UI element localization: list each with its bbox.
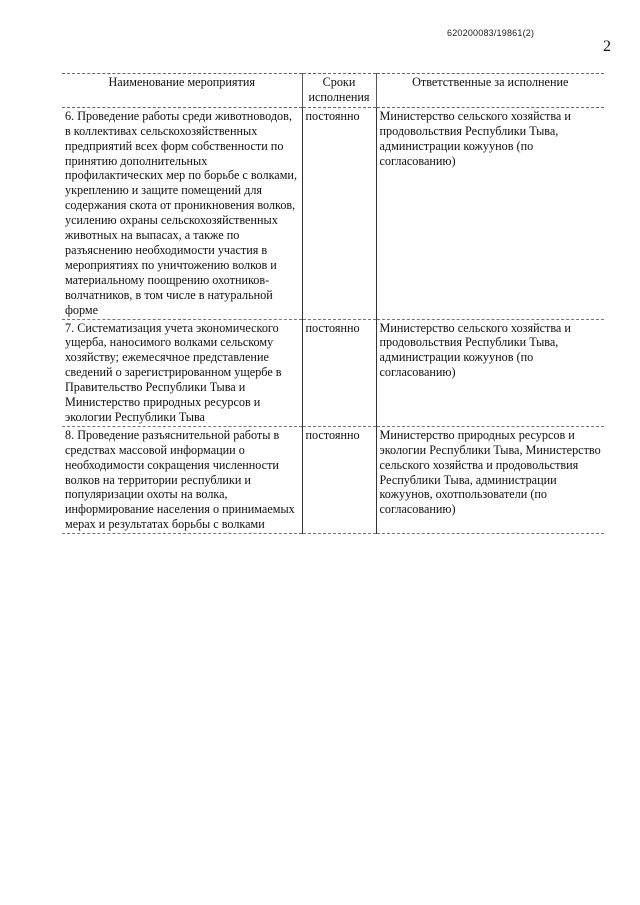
- measure-name-cell: 6. Проведение работы среди животноводов, в коллективах сельскохозяйственных предприятий всех форм собственности по принятию дополнительных профилактических мер по борьбе с волками, укреплению и защите помещений для содержания скота от проникновения волков, усилению охраны сельскохозяйственных животных на выпасах, а также по разъяснению необходимости участия в мероприятиях по уничтожению волков и материальному поощрению охотников-волчатников, в том числе в натуральной форме: [62, 107, 302, 319]
- column-header-term: Сроки исполнения: [302, 74, 376, 108]
- term-cell: постоянно: [302, 319, 376, 426]
- table-header-row: [62, 74, 604, 108]
- responsible-cell: Министерство природных ресурсов и экологии Республики Тыва, Министерство сельского хозяйства и продовольствия Республики Тыва, администрации кожуунов, охотпользователи (по согласованию): [376, 426, 604, 533]
- term-cell: постоянно: [302, 107, 376, 319]
- responsible-cell: Министерство сельского хозяйства и продовольствия Республики Тыва, администрации кожуунов (по согласованию): [376, 107, 604, 319]
- table-row: [62, 426, 604, 533]
- responsible-cell: Министерство сельского хозяйства и продовольствия Республики Тыва, администрации кожуунов (по согласованию): [376, 319, 604, 426]
- table-row: [62, 107, 604, 319]
- page-number: 2: [603, 38, 611, 55]
- measure-name-cell: 7. Систематизация учета экономического ущерба, наносимого волками сельскому хозяйству; ежемесячное представление сведений о зарегистрированном ущербе в Правительство Республики Тыва и Министерство природных ресурсов и экологии Республики Тыва: [62, 319, 302, 426]
- document-id: 620200083/19861(2): [447, 28, 535, 38]
- measure-name-cell: 8. Проведение разъяснительной работы в средствах массовой информации о необходимости сокращения численности волков на территории республики и популяризации охоты на волка, информирование населения о принимаемых мерах и результатах борьбы с волками: [62, 426, 302, 533]
- column-header-name: Наименование мероприятия: [62, 74, 302, 108]
- measures-table: [62, 73, 604, 534]
- table-row: [62, 319, 604, 426]
- column-header-responsible: Ответственные за исполнение: [376, 74, 604, 108]
- term-cell: постоянно: [302, 426, 376, 533]
